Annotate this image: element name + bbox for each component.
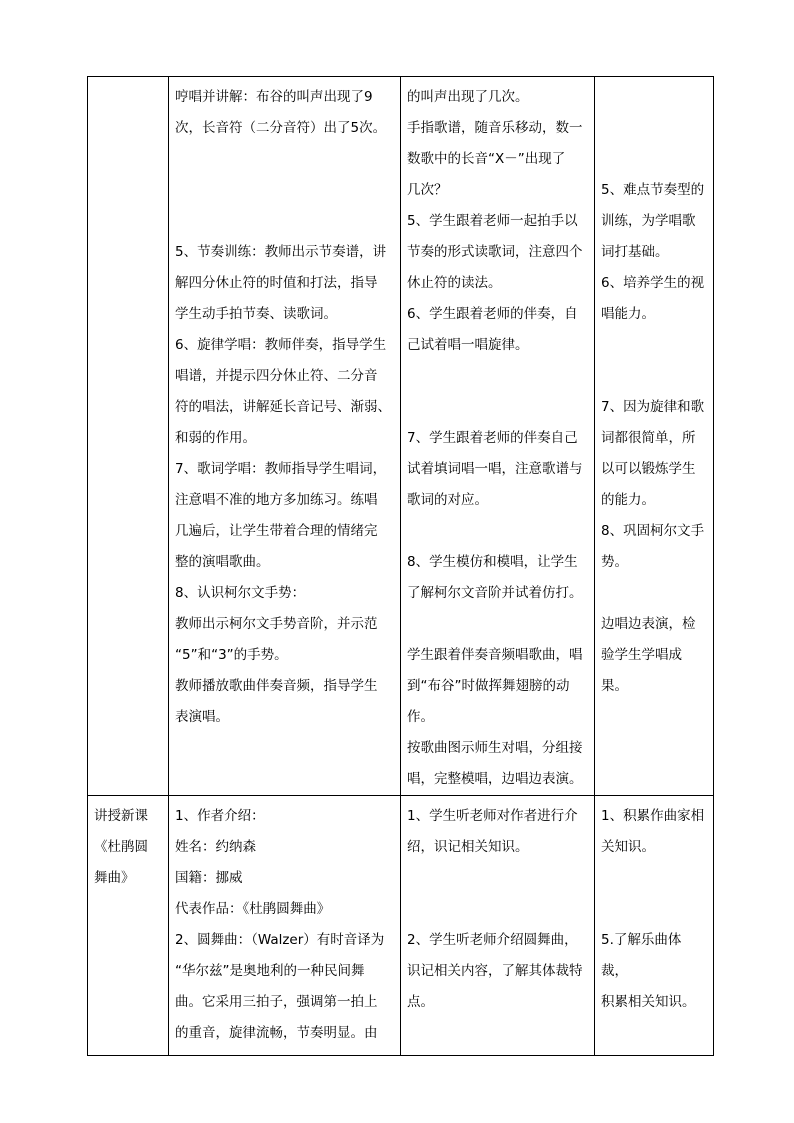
text-line: 教师播放歌曲伴奏音频，指导学生 (175, 678, 378, 694)
text-line: 己试着唱一唱旋律。 (407, 337, 529, 353)
blank-line (407, 516, 588, 547)
text-line: 次，长音符（二分音符）出了5次。 (175, 120, 387, 136)
text-line: 按歌曲图示师生对唱，分组接 (407, 740, 583, 756)
text-line: 试着填词唱一唱，注意歌谱与 (407, 461, 583, 477)
text-line: 点。 (407, 994, 434, 1010)
text-line: 唱能力。 (601, 306, 655, 322)
text-line: 5、难点节奏型的 (601, 182, 705, 198)
text-line: 手指歌谱，随音乐移动，数一 (407, 120, 583, 136)
text-line: 势。 (601, 554, 628, 570)
design-intent-cell (595, 77, 714, 796)
text-line: 验学生学唱成果。 (601, 647, 682, 694)
blank-line (407, 392, 588, 423)
section-cell (88, 77, 169, 796)
text-line: “华尔兹”是奥地利的一种民间舞 (175, 963, 365, 979)
blank-line (601, 578, 707, 609)
text-line: 整的演唱歌曲。 (175, 554, 270, 570)
text-line: 7、因为旋律和歌 (601, 399, 705, 415)
text-line: 节奏的形式读歌词，注意四个 (407, 244, 583, 260)
design-intent-cell (595, 796, 714, 1056)
blank-line (175, 175, 394, 206)
text-line: 到“布谷”时做挥舞翅膀的动 (407, 678, 570, 694)
text-line: 代表作品：《杜鹃圆舞曲》 (175, 901, 331, 917)
text-line: 2、学生听老师介绍圆舞曲， (407, 932, 578, 948)
text-line: 几遍后，让学生带着合理的情绪完 (175, 523, 378, 539)
table-row (88, 796, 714, 1056)
text-line: 哼唱并讲解：布谷的叫声出现了9 (175, 89, 373, 105)
text-line: 的能力。 (601, 492, 655, 508)
blank-line (407, 863, 588, 894)
section-cell (88, 796, 169, 1056)
text-line: 2、圆舞曲：（Walzer）有时音译为 (175, 932, 385, 948)
text-line: 关知识。 (601, 839, 655, 855)
text-line: 的叫声出现了几次。 (407, 89, 529, 105)
table-row (88, 77, 714, 796)
text-line: 识记相关内容，了解其体裁特 (407, 963, 583, 979)
text-line: 1、学生听老师对作者进行介 (407, 808, 578, 824)
blank-line (601, 894, 707, 925)
text-line: 和弱的作用。 (175, 430, 256, 446)
text-line: 舞曲》 (94, 870, 135, 886)
text-line: 6、培养学生的视 (601, 275, 705, 291)
text-line: 训练，为学唱歌 (601, 213, 696, 229)
text-line: 注意唱不准的地方多加练习。练唱 (175, 492, 378, 508)
blank-line (601, 82, 707, 113)
text-line: 唱，完整模唱，边唱边表演。 (407, 771, 583, 787)
text-line: 词打基础。 (601, 244, 669, 260)
text-line: 了解柯尔文音阶并试着仿打。 (407, 585, 583, 601)
teacher-activity-cell (169, 796, 401, 1056)
text-line: 以可以锻炼学生 (601, 461, 696, 477)
text-line: 积累相关知识。 (601, 994, 696, 1010)
blank-line (407, 609, 588, 640)
text-line: 5、节奏训练：教师出示节奏谱，讲 (175, 244, 387, 260)
text-line: 8、认识柯尔文手势： (175, 585, 306, 601)
text-line: 学生跟着伴奏音频唱歌曲，唱 (407, 647, 583, 663)
student-activity-cell (401, 77, 595, 796)
blank-line (601, 330, 707, 361)
text-line: 6、学生跟着老师的伴奏，自 (407, 306, 578, 322)
text-line: 几次？ (407, 182, 448, 198)
text-line: 国籍：挪威 (175, 870, 243, 886)
text-line: 符的唱法，讲解延长音记号、渐弱、 (175, 399, 391, 415)
blank-line (601, 361, 707, 392)
blank-line (175, 206, 394, 237)
text-line: 学生动手拍节奏、读歌词。 (175, 306, 337, 322)
text-line: 教师出示柯尔文手势音阶，并示范 (175, 616, 378, 632)
text-line: 7、歌词学唱：教师指导学生唱词， (175, 461, 387, 477)
text-line: 《杜鹃圆 (94, 839, 148, 855)
text-line: 解四分休止符的时值和打法，指导 (175, 275, 378, 291)
text-line: 1、积累作曲家相 (601, 808, 705, 824)
blank-line (601, 113, 707, 144)
blank-line (407, 894, 588, 925)
blank-line (407, 361, 588, 392)
text-line: 唱谱，并提示四分休止符、二分音 (175, 368, 378, 384)
text-line: 的重音，旋律流畅，节奏明显。由 (175, 1025, 378, 1041)
text-line: 讲授新课 (94, 808, 148, 824)
text-line: 歌词的对应。 (407, 492, 488, 508)
text-line: 词都很简单，所 (601, 430, 696, 446)
text-line: 6、旋律学唱：教师伴奏，指导学生 (175, 337, 387, 353)
text-line: 表演唱。 (175, 709, 229, 725)
text-line: 边唱边表演，检 (601, 616, 696, 632)
text-line: 8、巩固柯尔文手 (601, 523, 705, 539)
text-line: 绍，识记相关知识。 (407, 839, 529, 855)
text-line: 5.了解乐曲体裁， (601, 932, 682, 979)
teacher-activity-cell (169, 77, 401, 796)
lesson-plan-table (87, 76, 714, 1056)
text-line: 作。 (407, 709, 434, 725)
blank-line (175, 144, 394, 175)
text-line: 休止符的读法。 (407, 275, 502, 291)
text-line: 8、学生模仿和模唱，让学生 (407, 554, 578, 570)
text-line: 姓名：约纳森 (175, 839, 256, 855)
blank-line (601, 144, 707, 175)
text-line: 7、学生跟着老师的伴奏自己 (407, 430, 578, 446)
text-line: 1、作者介绍： (175, 808, 265, 824)
text-line: 曲。它采用三拍子，强调第一拍上 (175, 994, 378, 1010)
blank-line (601, 863, 707, 894)
text-line: 数歌中的长音“X－”出现了 (407, 151, 566, 167)
student-activity-cell (401, 796, 595, 1056)
text-line: “5”和“3”的手势。 (175, 647, 288, 663)
text-line: 5、学生跟着老师一起拍手以 (407, 213, 578, 229)
